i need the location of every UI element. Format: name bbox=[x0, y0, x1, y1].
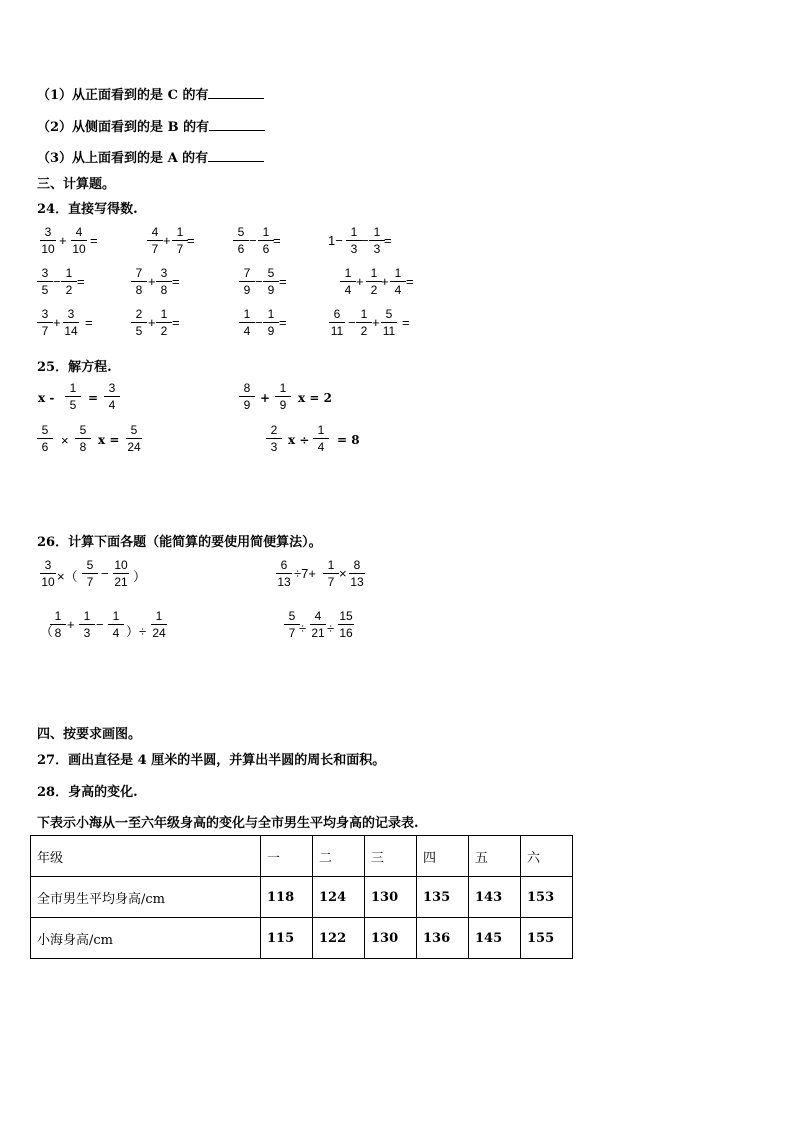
denominator: 11 bbox=[330, 324, 344, 338]
numerator: 5 bbox=[288, 609, 296, 623]
math-operator: （ bbox=[40, 624, 54, 639]
math-operator: + bbox=[59, 233, 67, 248]
numerator: 1 bbox=[350, 225, 358, 239]
fraction bbox=[130, 306, 148, 339]
numerator: 4 bbox=[151, 225, 159, 239]
fraction bbox=[155, 265, 173, 298]
denominator: 6 bbox=[262, 242, 270, 256]
numerator: 1 bbox=[160, 307, 168, 321]
math-operator: + bbox=[381, 274, 389, 289]
numerator: 7 bbox=[135, 266, 143, 280]
math-operator: = bbox=[384, 233, 392, 248]
numerator: 1 bbox=[262, 225, 270, 239]
denominator: 10 bbox=[41, 575, 55, 589]
fraction bbox=[150, 608, 168, 641]
math-operator: × bbox=[339, 566, 347, 581]
numerator: 1 bbox=[243, 307, 251, 321]
denominator: 2 bbox=[65, 283, 73, 297]
denominator: 21 bbox=[114, 575, 128, 589]
denominator: 4 bbox=[112, 626, 120, 640]
denominator: 6 bbox=[237, 242, 245, 256]
table-header-cell: 三 bbox=[365, 836, 417, 877]
denominator: 13 bbox=[277, 575, 291, 589]
math-operator: ÷ bbox=[327, 621, 335, 636]
math-operator: = bbox=[406, 274, 414, 289]
math-operator: × bbox=[61, 433, 69, 448]
fraction bbox=[36, 422, 54, 455]
table-cell: 136 bbox=[417, 918, 469, 959]
answer-blank[interactable] bbox=[208, 86, 264, 99]
fraction bbox=[274, 380, 292, 413]
table-header-row bbox=[31, 836, 573, 877]
math-operator: − bbox=[101, 566, 109, 581]
denominator: 11 bbox=[382, 324, 396, 338]
question-line-top bbox=[37, 147, 264, 166]
math-operator: ×（ bbox=[57, 569, 78, 584]
table-cell: 145 bbox=[469, 918, 521, 959]
answer-blank[interactable] bbox=[209, 118, 265, 131]
question-26-heading: 26．计算下面各题（能简算的要使用简便算法）。 bbox=[37, 535, 322, 550]
table-cell: 130 bbox=[365, 918, 417, 959]
fraction bbox=[337, 608, 355, 641]
math-operator: ） bbox=[133, 569, 147, 584]
denominator: 24 bbox=[152, 626, 166, 640]
denominator: 4 bbox=[108, 398, 116, 412]
denominator: 8 bbox=[54, 626, 62, 640]
fraction bbox=[146, 224, 164, 257]
numerator: 1 bbox=[267, 307, 275, 321]
denominator: 24 bbox=[127, 440, 141, 454]
numerator: 3 bbox=[41, 307, 49, 321]
fraction bbox=[328, 306, 346, 339]
math-operator: + bbox=[67, 617, 75, 632]
numerator: 7 bbox=[243, 266, 251, 280]
numerator: 8 bbox=[243, 381, 251, 395]
height-table bbox=[30, 835, 573, 959]
fraction bbox=[125, 422, 143, 455]
fraction bbox=[81, 557, 99, 590]
denominator: 9 bbox=[267, 324, 275, 338]
table-row-label: 全市男生平均身高/cm bbox=[31, 877, 261, 918]
fraction bbox=[238, 380, 256, 413]
math-operator: ）÷ bbox=[126, 624, 147, 639]
numerator: 4 bbox=[75, 225, 83, 239]
denominator: 7 bbox=[176, 242, 184, 256]
denominator: 9 bbox=[267, 283, 275, 297]
question-text: （1）从正面看到的是 C 的有 bbox=[37, 88, 209, 103]
math-operator: = bbox=[88, 391, 99, 405]
table-cell: 155 bbox=[521, 918, 573, 959]
math-operator: − bbox=[348, 315, 356, 330]
numerator: 2 bbox=[135, 307, 143, 321]
numerator: 6 bbox=[280, 558, 288, 572]
math-operator: = bbox=[402, 315, 410, 330]
math-operator: x = 2 bbox=[298, 391, 332, 405]
section-4-heading: 四、按要求画图。 bbox=[37, 727, 142, 742]
table-header-cell: 二 bbox=[313, 836, 365, 877]
numerator: 1 bbox=[394, 266, 402, 280]
denominator: 2 bbox=[360, 324, 368, 338]
denominator: 3 bbox=[373, 242, 381, 256]
denominator: 9 bbox=[279, 398, 287, 412]
answer-blank[interactable] bbox=[208, 149, 264, 162]
numerator: 3 bbox=[67, 307, 75, 321]
fraction bbox=[62, 306, 80, 339]
table-header-cell: 一 bbox=[261, 836, 313, 877]
denominator: 10 bbox=[72, 242, 86, 256]
numerator: 1 bbox=[370, 266, 378, 280]
fraction bbox=[78, 608, 96, 641]
numerator: 6 bbox=[333, 307, 341, 321]
question-24-heading: 24．直接写得数. bbox=[37, 202, 138, 217]
numerator: 1 bbox=[176, 225, 184, 239]
numerator: 5 bbox=[86, 558, 94, 572]
fraction bbox=[265, 422, 283, 455]
fraction bbox=[103, 380, 121, 413]
question-27-heading: 27．画出直径是 4 厘米的半圆，并算出半圆的周长和面积。 bbox=[37, 753, 386, 768]
table-header-cell: 六 bbox=[521, 836, 573, 877]
fraction bbox=[130, 265, 148, 298]
denominator: 9 bbox=[243, 398, 251, 412]
table-intro: 下表示小海从一至六年级身高的变化与全市男生平均身高的记录表. bbox=[37, 816, 419, 831]
question-25-heading: 25．解方程. bbox=[37, 360, 112, 375]
numerator: 4 bbox=[314, 609, 322, 623]
math-operator: x = bbox=[98, 433, 120, 447]
denominator: 7 bbox=[288, 626, 296, 640]
fraction bbox=[74, 422, 92, 455]
table-cell: 122 bbox=[313, 918, 365, 959]
math-operator: − bbox=[96, 617, 104, 632]
question-text: （3）从上面看到的是 A 的有 bbox=[37, 151, 209, 166]
denominator: 2 bbox=[160, 324, 168, 338]
numerator: 15 bbox=[339, 609, 353, 623]
denominator: 8 bbox=[79, 440, 87, 454]
table-cell: 124 bbox=[313, 877, 365, 918]
fraction bbox=[39, 224, 57, 257]
denominator: 13 bbox=[350, 575, 364, 589]
math-operator: = bbox=[279, 315, 287, 330]
math-operator: − bbox=[255, 274, 263, 289]
math-operator: 1− bbox=[328, 233, 343, 248]
math-operator: = bbox=[172, 274, 180, 289]
denominator: 8 bbox=[135, 283, 143, 297]
math-operator: = bbox=[187, 233, 195, 248]
numerator: 1 bbox=[54, 609, 62, 623]
fraction bbox=[60, 265, 78, 298]
math-operator: = bbox=[172, 315, 180, 330]
fraction bbox=[238, 265, 256, 298]
fraction bbox=[39, 557, 57, 590]
math-operator: + bbox=[356, 274, 364, 289]
math-operator: − bbox=[255, 315, 263, 330]
fraction bbox=[70, 224, 88, 257]
fraction bbox=[36, 306, 54, 339]
table-row bbox=[31, 877, 573, 918]
denominator: 3 bbox=[350, 242, 358, 256]
numerator: 1 bbox=[83, 609, 91, 623]
math-operator: ÷7+ bbox=[294, 566, 316, 581]
numerator: 3 bbox=[41, 266, 49, 280]
math-operator: + bbox=[148, 274, 156, 289]
math-operator: + bbox=[148, 315, 156, 330]
fraction bbox=[262, 306, 280, 339]
denominator: 14 bbox=[64, 324, 78, 338]
fraction bbox=[275, 557, 293, 590]
math-operator: x - bbox=[38, 391, 55, 405]
math-operator: + bbox=[53, 315, 61, 330]
numerator: 5 bbox=[267, 266, 275, 280]
numerator: 5 bbox=[79, 423, 87, 437]
numerator: 1 bbox=[360, 307, 368, 321]
math-operator: = bbox=[273, 233, 281, 248]
table-cell: 118 bbox=[261, 877, 313, 918]
numerator: 1 bbox=[344, 266, 352, 280]
denominator: 5 bbox=[135, 324, 143, 338]
denominator: 7 bbox=[41, 324, 49, 338]
table-cell: 130 bbox=[365, 877, 417, 918]
fraction bbox=[64, 380, 82, 413]
math-operator: x ÷ bbox=[288, 433, 310, 447]
section-3-heading: 三、计算题。 bbox=[37, 177, 116, 192]
denominator: 7 bbox=[151, 242, 159, 256]
fraction bbox=[339, 265, 357, 298]
denominator: 4 bbox=[344, 283, 352, 297]
question-28-heading: 28．身高的变化. bbox=[37, 785, 138, 800]
math-operator: = 8 bbox=[337, 433, 360, 447]
fraction bbox=[322, 557, 340, 590]
numerator: 5 bbox=[237, 225, 245, 239]
fraction bbox=[232, 224, 250, 257]
numerator: 5 bbox=[41, 423, 49, 437]
denominator: 5 bbox=[69, 398, 77, 412]
math-operator: − bbox=[249, 233, 257, 248]
table-header-cell: 年级 bbox=[31, 836, 261, 877]
denominator: 10 bbox=[41, 242, 55, 256]
fraction bbox=[107, 608, 125, 641]
numerator: 1 bbox=[155, 609, 163, 623]
table-row bbox=[31, 918, 573, 959]
fraction bbox=[155, 306, 173, 339]
math-operator: − bbox=[53, 274, 61, 289]
denominator: 4 bbox=[317, 440, 325, 454]
fraction bbox=[380, 306, 398, 339]
numerator: 1 bbox=[317, 423, 325, 437]
denominator: 6 bbox=[41, 440, 49, 454]
denominator: 3 bbox=[270, 440, 278, 454]
denominator: 4 bbox=[394, 283, 402, 297]
math-operator: = bbox=[77, 274, 85, 289]
fraction bbox=[389, 265, 407, 298]
table-cell: 135 bbox=[417, 877, 469, 918]
numerator: 3 bbox=[108, 381, 116, 395]
numerator: 10 bbox=[114, 558, 128, 572]
denominator: 4 bbox=[243, 324, 251, 338]
fraction bbox=[312, 422, 330, 455]
math-operator: = bbox=[279, 274, 287, 289]
fraction bbox=[49, 608, 67, 641]
math-operator: + bbox=[163, 233, 171, 248]
math-operator: ÷ bbox=[299, 621, 307, 636]
table-header-cell: 四 bbox=[417, 836, 469, 877]
fraction bbox=[36, 265, 54, 298]
fraction bbox=[309, 608, 327, 641]
numerator: 3 bbox=[44, 225, 52, 239]
table-cell: 143 bbox=[469, 877, 521, 918]
numerator: 1 bbox=[69, 381, 77, 395]
numerator: 1 bbox=[279, 381, 287, 395]
math-operator: = bbox=[90, 233, 98, 248]
numerator: 1 bbox=[65, 266, 73, 280]
fraction bbox=[355, 306, 373, 339]
denominator: 5 bbox=[41, 283, 49, 297]
numerator: 1 bbox=[327, 558, 335, 572]
math-operator: + bbox=[372, 315, 380, 330]
numerator: 2 bbox=[270, 423, 278, 437]
denominator: 16 bbox=[339, 626, 353, 640]
denominator: 2 bbox=[370, 283, 378, 297]
denominator: 7 bbox=[327, 575, 335, 589]
numerator: 3 bbox=[44, 558, 52, 572]
fraction bbox=[348, 557, 366, 590]
math-operator: = bbox=[85, 315, 93, 330]
numerator: 3 bbox=[160, 266, 168, 280]
numerator: 1 bbox=[112, 609, 120, 623]
fraction bbox=[262, 265, 280, 298]
numerator: 5 bbox=[385, 307, 393, 321]
denominator: 7 bbox=[86, 575, 94, 589]
table-row-label: 小海身高/cm bbox=[31, 918, 261, 959]
numerator: 8 bbox=[353, 558, 361, 572]
numerator: 1 bbox=[373, 225, 381, 239]
table-cell: 115 bbox=[261, 918, 313, 959]
question-line-front bbox=[37, 84, 264, 103]
fraction bbox=[112, 557, 130, 590]
denominator: 9 bbox=[243, 283, 251, 297]
math-operator: − bbox=[361, 233, 369, 248]
table-cell: 153 bbox=[521, 877, 573, 918]
denominator: 3 bbox=[83, 626, 91, 640]
denominator: 8 bbox=[160, 283, 168, 297]
fraction bbox=[238, 306, 256, 339]
numerator: 5 bbox=[130, 423, 138, 437]
question-text: （2）从侧面看到的是 B 的有 bbox=[37, 120, 210, 135]
math-operator: + bbox=[260, 391, 271, 405]
table-header-cell: 五 bbox=[469, 836, 521, 877]
denominator: 21 bbox=[311, 626, 325, 640]
question-line-side bbox=[37, 116, 265, 135]
